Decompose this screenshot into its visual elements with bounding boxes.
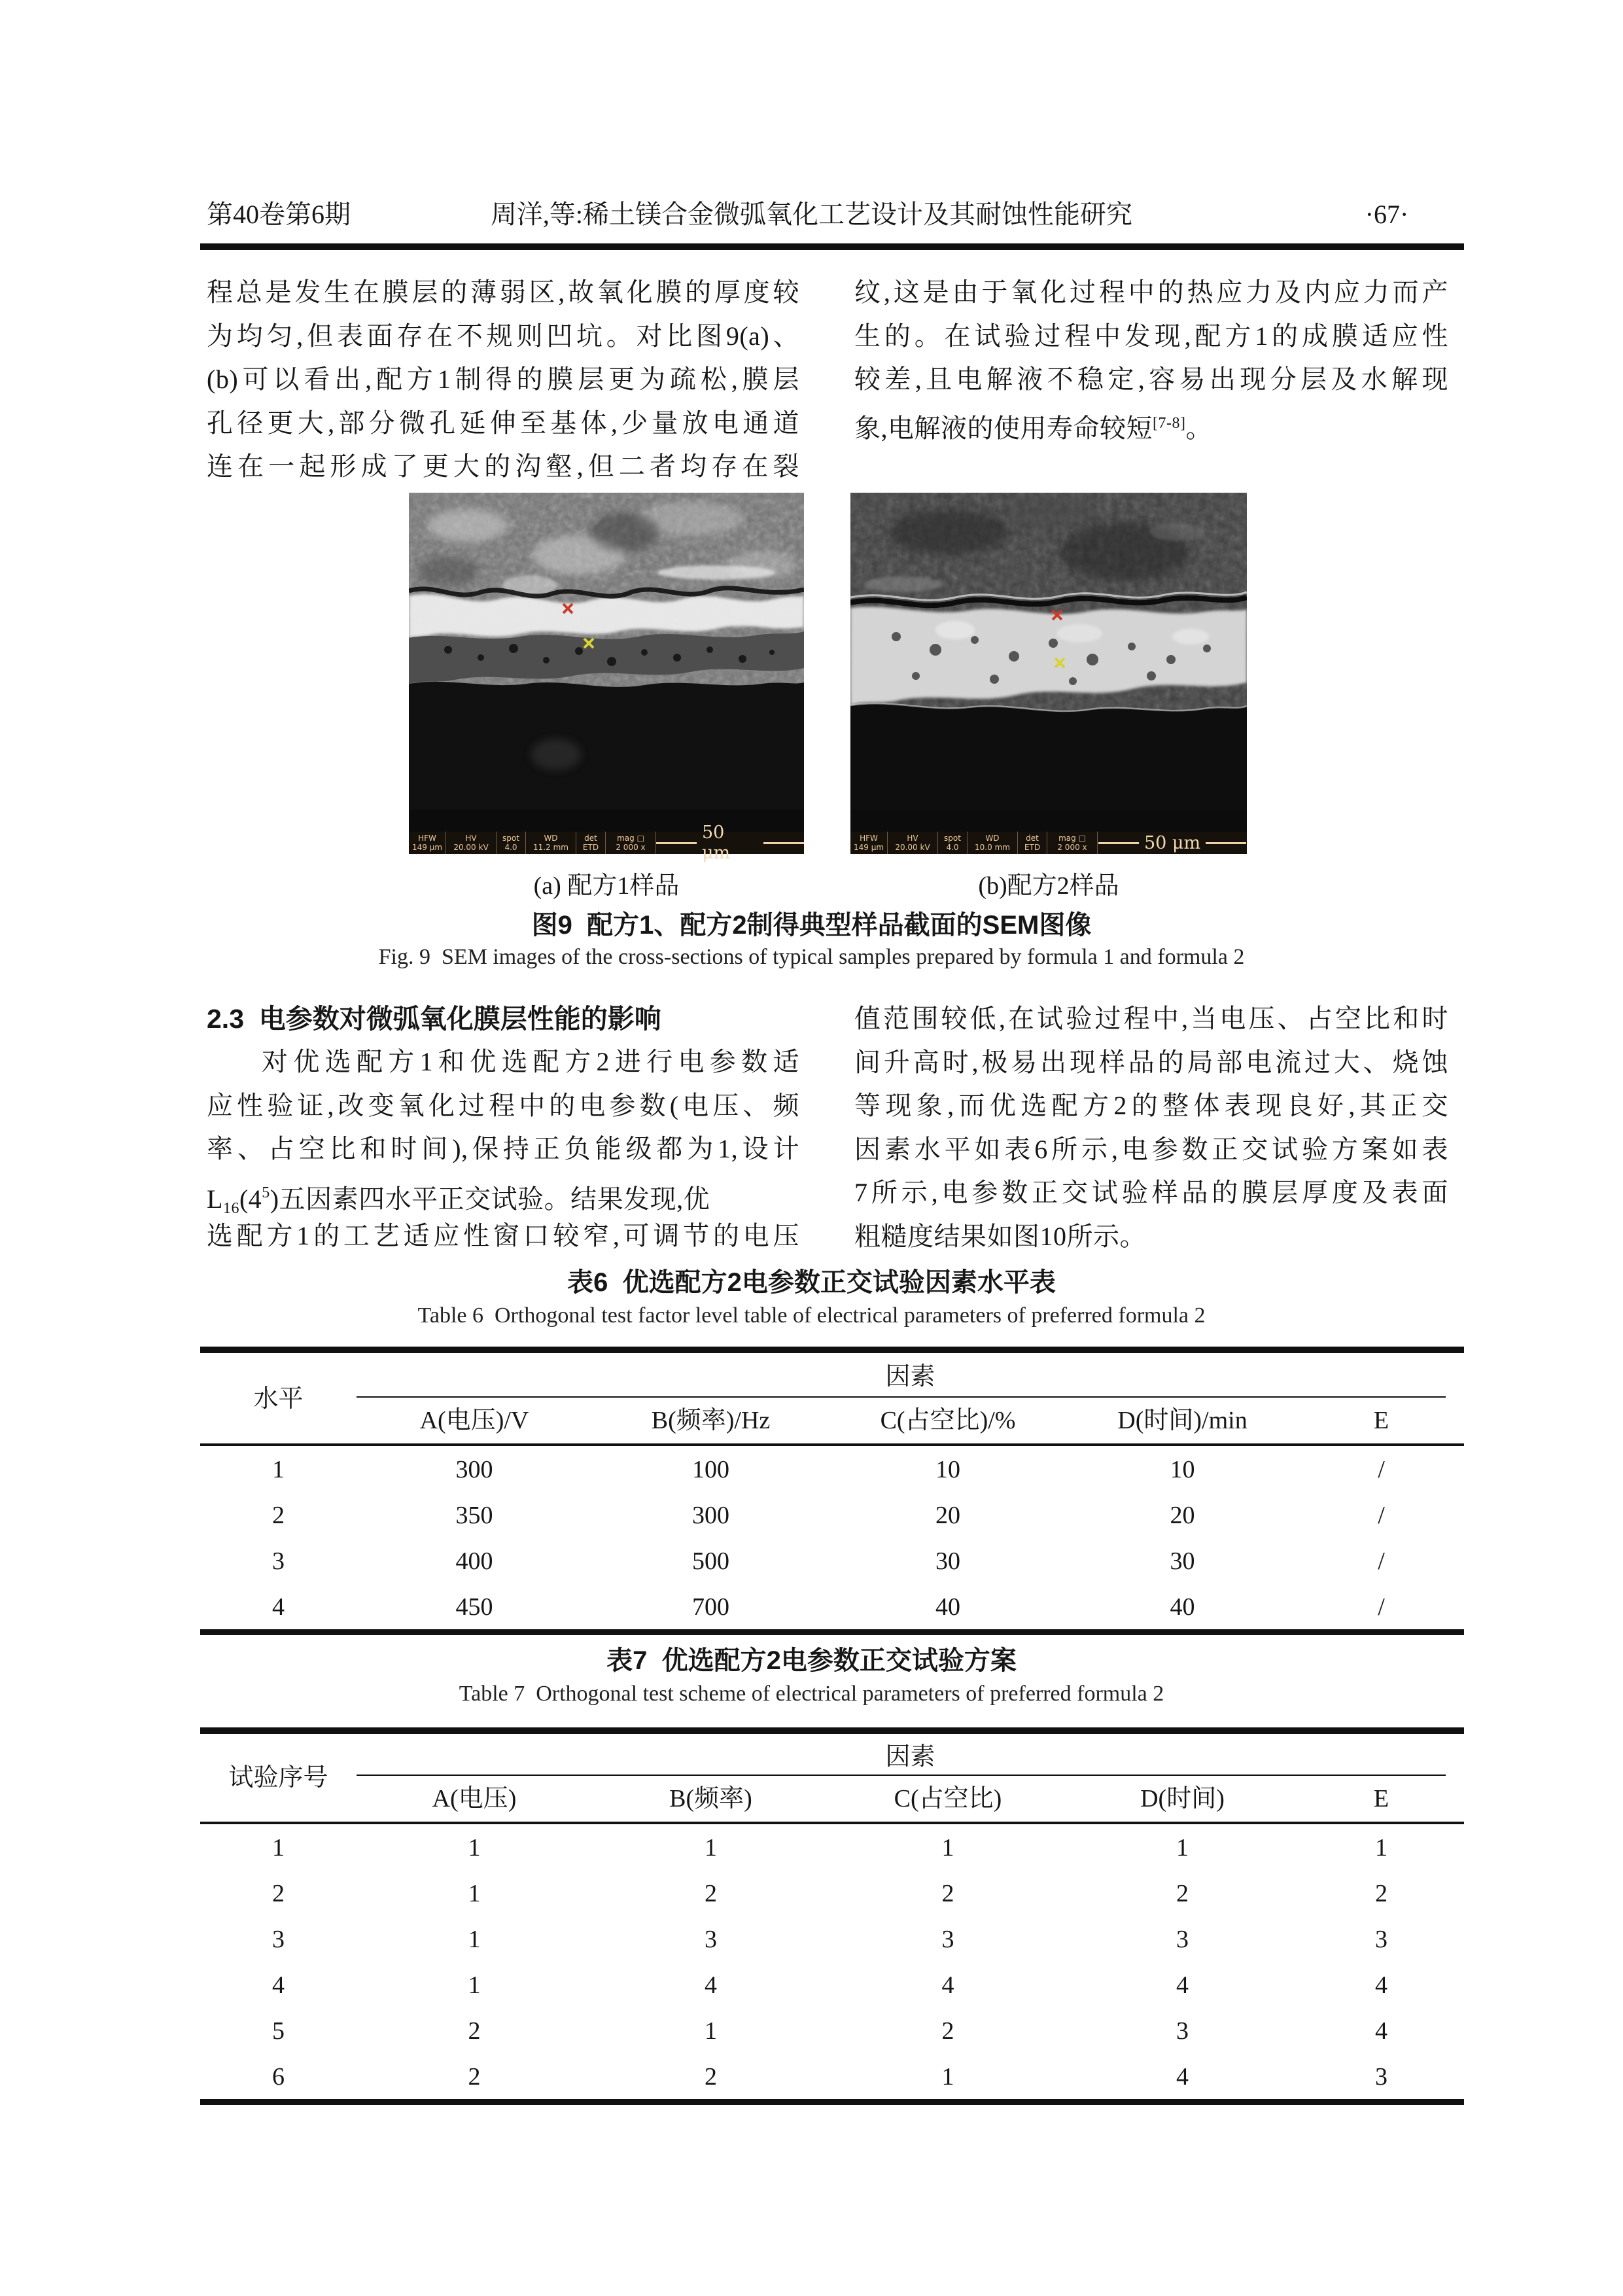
sem-infobar [409, 822, 804, 863]
section23-right-column [854, 997, 1448, 1258]
text-line: 7所示,电参数正交试验样品的膜层厚度及表面 [854, 1178, 1448, 1207]
text-line: 率、占空比和时间),保持正负能级都为1,设计 [207, 1134, 799, 1163]
table-row: 1 300 100 10 10 / [272, 1456, 1385, 1483]
column-header: C(占空比) [894, 1785, 1002, 1812]
text-line: (b)可以看出,配方1制得的膜层更为疏松,膜层 [207, 364, 799, 394]
infobar-cell: WD 10.0 mm [968, 832, 1018, 854]
table6-caption-en: Table 6 Orthogonal test factor level table of electrical parameters of preferred formula 2 [417, 1303, 1206, 1328]
text-line: 孔径更大,部分微孔延伸至基体,少量放电通道 [207, 408, 799, 438]
table6-column-headers [357, 1399, 1464, 1442]
table7-mid-rule [200, 1822, 1464, 1824]
text-line: 为均匀,但表面存在不规则凹坑。对比图9(a)、 [207, 321, 799, 351]
table7-group-rule [357, 1775, 1446, 1776]
table6-mid-rule [200, 1443, 1464, 1446]
infobar-cell: mag □ 2 000 x [1047, 832, 1098, 854]
text-line: 等现象,而优选配方2的整体表现良好,其正交 [854, 1091, 1448, 1120]
table-row: 2 1 2 2 2 2 [272, 1880, 1387, 1907]
text-line: 选配方1的工艺适应性窗口较窄,可调节的电压 [207, 1221, 799, 1250]
infobar-cell: HV 20.00 kV [446, 832, 497, 854]
table7-caption-zh: 表7 优选配方2电参数正交试验方案 [606, 1646, 1017, 1675]
intro-right-column [854, 271, 1448, 445]
table7-level-header: 试验序号 [228, 1763, 328, 1792]
table-row: 4 1 4 4 4 4 [272, 1971, 1387, 1999]
text-line: 程总是发生在膜层的薄弱区,故氧化膜的厚度较 [207, 277, 799, 307]
infobar-cell: HV 20.00 kV [888, 832, 938, 854]
table6-bottom-rule [200, 1629, 1464, 1635]
section23-left-column [207, 1040, 799, 1258]
text-line: 粗糙度结果如图10所示。 [854, 1221, 1146, 1251]
table6-level-header: 水平 [253, 1385, 304, 1413]
sem-image-formula1-cross-section [409, 493, 804, 809]
table7-bottom-rule [200, 2099, 1464, 2105]
page-number: ·67· [1365, 200, 1409, 229]
table7-column-headers [357, 1777, 1464, 1820]
table-row: 3 400 500 30 30 / [272, 1547, 1385, 1575]
table6-group-rule [357, 1396, 1446, 1398]
sem-image-formula2-cross-section [850, 493, 1247, 809]
table6-caption-zh: 表6 优选配方2电参数正交试验因素水平表 [567, 1268, 1056, 1297]
running-title: 周洋,等:稀土镁合金微弧氧化工艺设计及其耐蚀性能研究 [490, 200, 1133, 229]
column-header: D(时间) [1140, 1785, 1225, 1812]
scale-bar: 50 μm [1098, 832, 1247, 854]
text-line: 较差,且电解液不稳定,容易出现分层及水解现 [854, 364, 1448, 394]
sem-panel-formula1 [409, 493, 804, 863]
text-line-with-reference: 象,电解液的使用寿命较短[7-8]。 [854, 413, 1212, 443]
column-header: D(时间)/min [1117, 1407, 1248, 1434]
sem-panel-formula2 [850, 493, 1247, 854]
column-header: E [1373, 1785, 1389, 1812]
subcaption-panel-a: (a) 配方1样品 [533, 872, 680, 900]
sem-infobar [850, 832, 1247, 854]
text-line: 生的。在试验过程中发现,配方1的成膜适应性 [854, 321, 1448, 351]
table-row: 3 1 3 3 3 3 [272, 1926, 1387, 1953]
table-row: 1 1 1 1 1 1 [272, 1834, 1387, 1862]
infobar-cell: mag □ 2 000 x [606, 832, 656, 854]
table7-caption-en: Table 7 Orthogonal test scheme of electrical parameters of preferred formula 2 [459, 1682, 1164, 1706]
text-line: 间升高时,极易出现样品的局部电流过大、烧蚀 [854, 1047, 1448, 1077]
column-header: C(占空比)/% [880, 1407, 1016, 1434]
scale-bar: 50 μm [656, 832, 804, 854]
infobar-cell: det ETD [576, 832, 606, 854]
text-line: 连在一起形成了更大的沟壑,但二者均存在裂 [207, 451, 799, 481]
column-header: A(电压) [432, 1785, 517, 1812]
column-header: B(频率) [669, 1785, 752, 1812]
journal-issue: 第40卷第6期 [207, 200, 351, 229]
text-line: 纹,这是由于氧化过程中的热应力及内应力而产 [854, 277, 1448, 307]
table-row: 2 350 300 20 20 / [272, 1502, 1385, 1529]
text-line: 值范围较低,在试验过程中,当电压、占空比和时 [854, 1004, 1448, 1033]
superscript: 5 [262, 1184, 270, 1201]
infobar-cell: WD 11.2 mm [526, 832, 576, 854]
table-row: 5 2 1 2 3 4 [272, 2017, 1387, 2045]
infobar-cell: HFW 149 μm [409, 832, 446, 854]
table6-group-header: 因素 [885, 1362, 935, 1390]
infobar-cell: HFW 149 μm [850, 832, 888, 854]
intro-left-column [207, 271, 799, 489]
table7-group-header: 因素 [885, 1742, 935, 1771]
column-header: B(频率)/Hz [651, 1407, 771, 1434]
text-line: 对优选配方1和优选配方2进行电参数适 [262, 1047, 799, 1076]
table-row: 4 450 700 40 40 / [272, 1593, 1385, 1621]
citation-marker: [7-8] [1153, 414, 1186, 432]
subscript: 16 [222, 1199, 239, 1217]
column-header: E [1373, 1407, 1389, 1434]
column-header: A(电压)/V [419, 1407, 529, 1434]
text-line-orthogonal-design: $L_{16}(4^5)$五因素四水平正交试验。结果发现,优 [207, 1184, 710, 1217]
infobar-cell: det ETD [1018, 832, 1047, 854]
figure9-caption-en: Fig. 9 SEM images of the cross-sections of typical samples prepared by formula 1 and formula 2 [378, 945, 1245, 969]
section-2-3-heading: 2.3 电参数对微弧氧化膜层性能的影响 [207, 1004, 661, 1034]
text-line: 应性验证,改变氧化过程中的电参数(电压、频 [207, 1090, 799, 1120]
text-line: 因素水平如表6所示,电参数正交试验方案如表 [854, 1134, 1448, 1164]
infobar-cell: spot 4.0 [497, 832, 526, 854]
subcaption-panel-b: (b)配方2样品 [978, 872, 1119, 900]
figure9-caption-zh: 图9 配方1、配方2制得典型样品截面的SEM图像 [531, 911, 1092, 940]
table-row: 6 2 2 1 4 3 [272, 2063, 1387, 2091]
infobar-cell: spot 4.0 [938, 832, 968, 854]
header-rule [200, 243, 1464, 250]
